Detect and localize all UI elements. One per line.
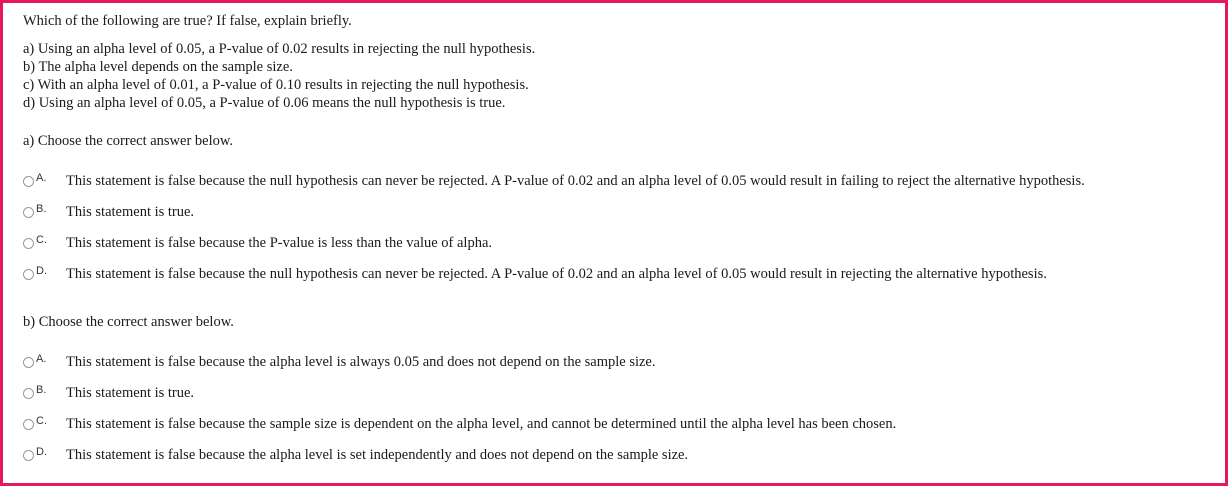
- part-a-heading: a) Choose the correct answer below.: [23, 133, 234, 149]
- part-b-heading: b) Choose the correct answer below.: [23, 314, 234, 330]
- radio-button[interactable]: [23, 176, 34, 187]
- part-b-option-b[interactable]: [23, 383, 194, 403]
- statement-d: d) Using an alpha level of 0.05, a P-value of 0.06 means the null hypothesis is true.: [23, 95, 506, 111]
- radio-button[interactable]: [23, 269, 34, 280]
- option-letter: D.: [36, 265, 47, 277]
- radio-button[interactable]: [23, 357, 34, 368]
- part-a-option-b[interactable]: [23, 202, 194, 222]
- option-text: This statement is false because the alpha level is set independently and does not depend on the sample size.: [66, 447, 689, 463]
- option-text: This statement is true.: [66, 204, 195, 220]
- option-text: This statement is false because the sample size is dependent on the alpha level, and cannot be determined until the alpha level has been chosen.: [66, 416, 897, 432]
- part-b-option-d[interactable]: [23, 445, 688, 465]
- statement-c: c) With an alpha level of 0.01, a P-value of 0.10 results in rejecting the null hypothesis.: [23, 77, 529, 93]
- part-b-option-c[interactable]: [23, 414, 896, 434]
- option-letter: A.: [36, 172, 47, 184]
- option-letter: A.: [36, 353, 47, 365]
- option-text: This statement is true.: [66, 385, 195, 401]
- radio-button[interactable]: [23, 419, 34, 430]
- radio-button[interactable]: [23, 450, 34, 461]
- radio-button[interactable]: [23, 207, 34, 218]
- statement-b: b) The alpha level depends on the sample size.: [23, 59, 293, 75]
- statement-a: a) Using an alpha level of 0.05, a P-value of 0.02 results in rejecting the null hypothesis.: [23, 41, 536, 57]
- part-a-option-d[interactable]: [23, 264, 1047, 284]
- part-a-option-c[interactable]: [23, 233, 492, 253]
- option-letter: C.: [36, 234, 47, 246]
- radio-button[interactable]: [23, 388, 34, 399]
- option-text: This statement is false because the null hypothesis can never be rejected. A P-value of 0.02 and an alpha level of 0.05 would result in failing to reject the alternative hypothesis.: [66, 173, 1085, 189]
- part-a-option-a[interactable]: [23, 171, 1085, 191]
- option-text: This statement is false because the alpha level is always 0.05 and does not depend on the sample size.: [66, 354, 656, 370]
- part-b-option-a[interactable]: [23, 352, 656, 372]
- option-text: This statement is false because the P-value is less than the value of alpha.: [66, 235, 493, 251]
- option-letter: B.: [36, 384, 47, 396]
- option-text: This statement is false because the null hypothesis can never be rejected. A P-value of 0.02 and an alpha level of 0.05 would result in rejecting the alternative hypothesis.: [66, 266, 1047, 282]
- option-letter: D.: [36, 446, 47, 458]
- question-prompt: Which of the following are true? If false, explain briefly.: [23, 13, 352, 29]
- option-letter: C.: [36, 415, 47, 427]
- radio-button[interactable]: [23, 238, 34, 249]
- option-letter: B.: [36, 203, 47, 215]
